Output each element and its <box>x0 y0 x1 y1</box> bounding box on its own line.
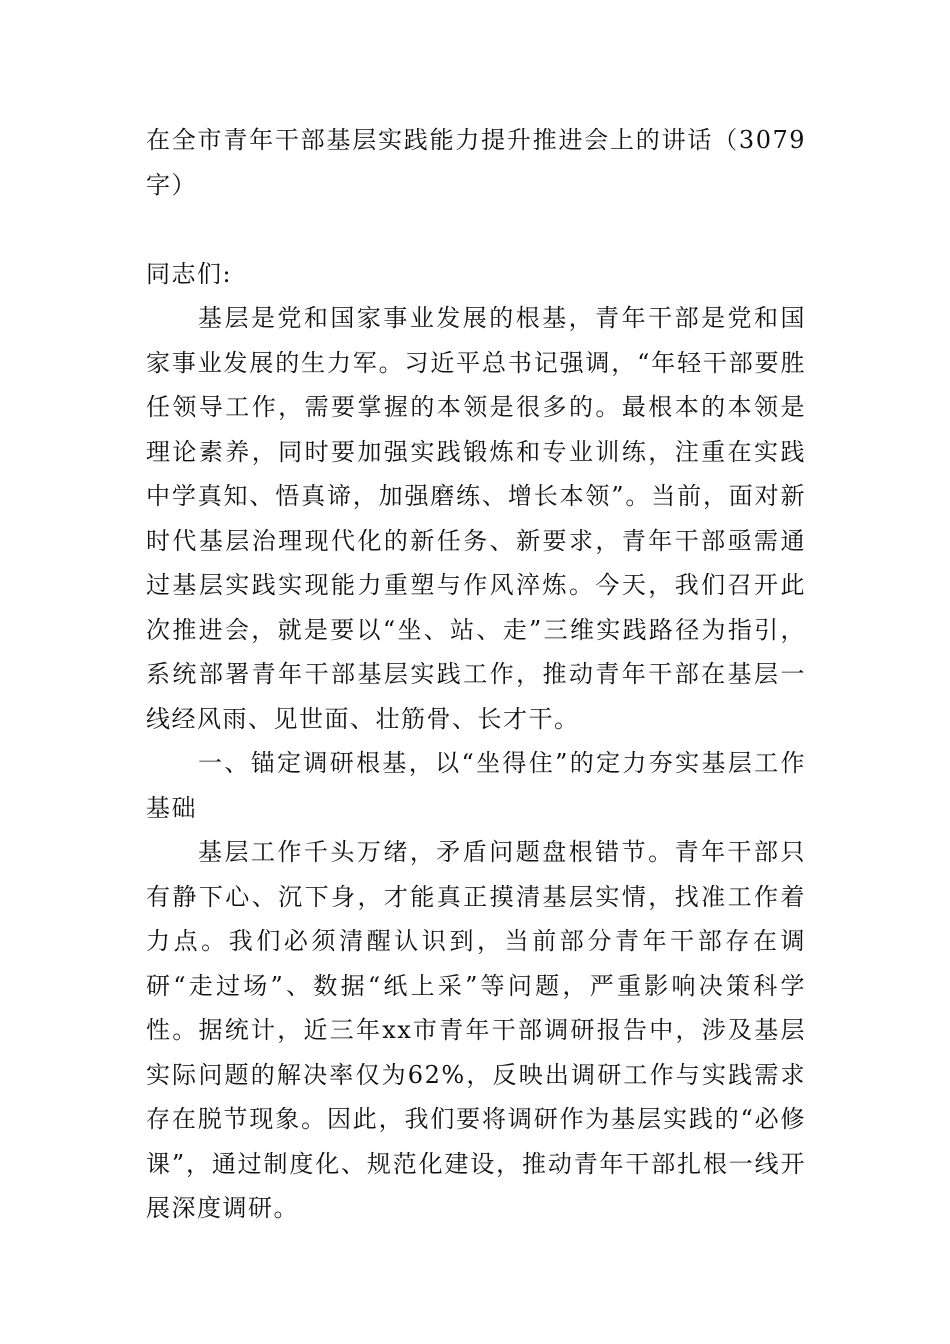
blank-line <box>146 207 806 252</box>
document-body <box>146 118 806 1231</box>
paragraph-section-1: 基层工作千头万绪，矛盾问题盘根错节。青年干部只有静下心、沉下身，才能真正摸清基层实情，找准工作着力点。我们必须清醒认识到，当前部分青年干部存在调研“走过场”、数据“纸上采”等问题，严重影响决策科学性。据统计，近三年xx市青年干部调研报告中，涉及基层实际问题的解决率仅为62%，反映出调研工作与实践需求存在脱节现象。因此，我们要将调研作为基层实践的“必修课”，通过制度化、规范化建设，推动青年干部扎根一线开展深度调研。 <box>146 838 806 1222</box>
salutation: 同志们: <box>146 259 233 288</box>
paragraph-intro: 基层是党和国家事业发展的根基，青年干部是党和国家事业发展的生力军。习近平总书记强调，“年轻干部要胜任领导工作，需要掌握的本领是很多的。最根本的本领是理论素养，同时要加强实践锻炼和专业训练，注重在实践中学真知、悟真谛，加强磨练、增长本领”。当前，面对新时代基层治理现代化的新任务、新要求，青年干部亟需通过基层实践实现能力重塑与作风淬炼。今天，我们召开此次推进会，就是要以“坐、站、走”三维实践路径为指引，系统部署青年干部基层实践工作，推动青年干部在基层一线经风雨、见世面、壮筋骨、长才干。 <box>146 304 806 733</box>
section-heading-1: 一、锚定调研根基，以“坐得住”的定力夯实基层工作基础 <box>146 749 806 822</box>
document-title: 在全市青年干部基层实践能力提升推进会上的讲话（3079字） <box>146 126 806 199</box>
